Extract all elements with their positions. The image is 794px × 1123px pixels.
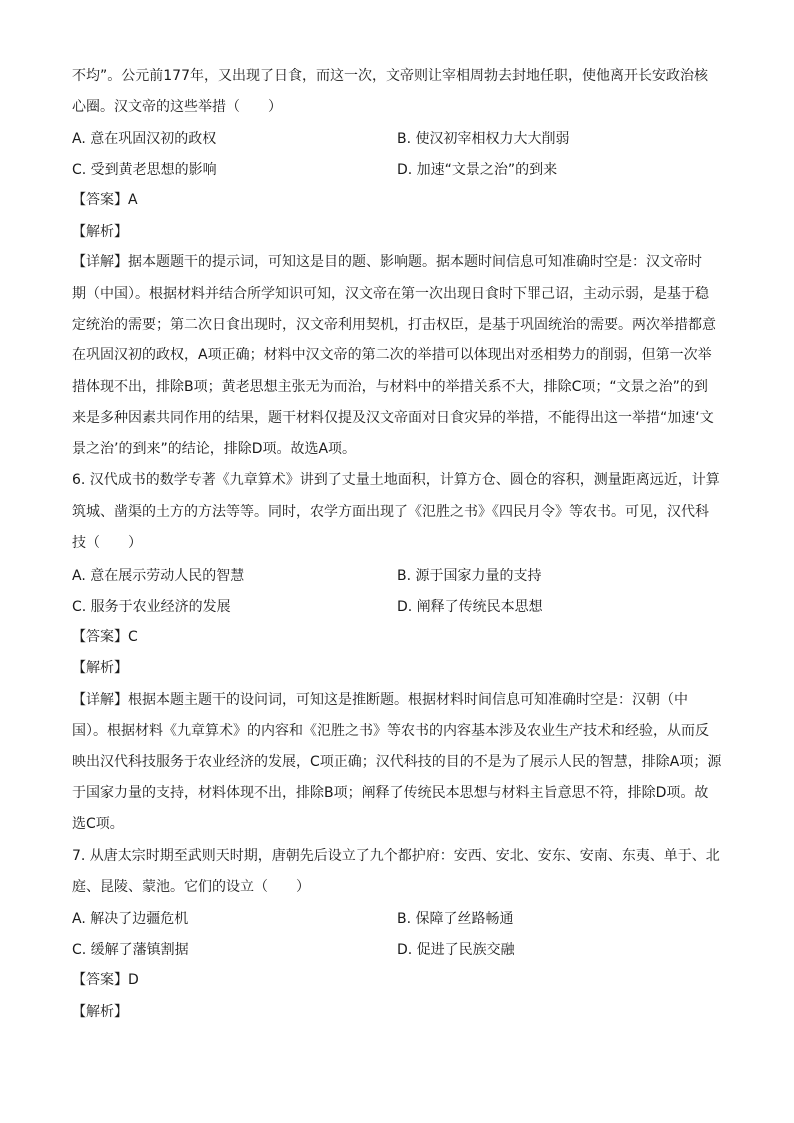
q7-stem-line-1: 7. 从唐太宗时期至武则天时期，唐朝先后设立了九个都护府：安西、安北、安东、安南、东夷、单于、北 (72, 848, 720, 864)
q6-option-b: B. 源于国家力量的支持 (397, 568, 542, 584)
q7-option-c: C. 缓解了藩镇割据 (72, 942, 189, 958)
q5-detail-line-4: 在巩固汉初的政权，A项正确；材料中汉文帝的第二次的举措可以体现出对丞相势力的削弱，但第一次举 (72, 347, 712, 363)
q7-option-b: B. 保障了丝路畅通 (397, 911, 514, 927)
q5-answer: 【答案】A (72, 192, 138, 208)
q7-answer: 【答案】D (72, 972, 139, 988)
q6-stem-line-1: 6. 汉代成书的数学专著《九章算术》讲到了丈量土地面积，计算方仓、圆仓的容积，测量距离远近，计算 (72, 472, 720, 488)
q6-stem-line-2: 筑城、凿渠的土方的方法等等。同时，农学方面出现了《氾胜之书》《四民月令》等农书。可见，汉代科 (72, 504, 709, 520)
q6-option-d: D. 阐释了传统民本思想 (397, 599, 543, 615)
q5-stem-line-2: 心圈。汉文帝的这些举措（ ） (72, 99, 282, 115)
q6-detail-line-1: 【详解】根据本题主题干的设问词，可知这是推断题。根据材料时间信息可知准确时空是：汉朝（中 (72, 692, 688, 708)
q5-option-d: D. 加速“文景之治”的到来 (397, 162, 558, 178)
q5-detail-line-3: 定统治的需要；第二次日食出现时，汉文帝利用契机，打击权臣，是基于巩固统治的需要。两次举措都意 (72, 317, 716, 333)
q6-detail-line-5: 选C项。 (72, 816, 124, 832)
q5-option-b: B. 使汉初宰相权力大大削弱 (397, 131, 570, 147)
q7-option-a: A. 解决了边疆危机 (72, 911, 189, 927)
q6-detail-line-3: 映出汉代科技服务于农业经济的发展，C项正确；汉代科技的目的不是为了展示人民的智慧，排除A项；源 (72, 754, 722, 770)
q6-answer: 【答案】C (72, 629, 138, 645)
q5-detail-line-5: 措体现不出，排除B项；黄老思想主张无为而治，与材料中的举措关系不大，排除C项；“文景之治”的到 (72, 379, 708, 395)
q5-detail-line-2: 期（中国）。根据材料并结合所学知识可知，汉文帝在第一次出现日食时下罪己诏，主动示弱，是基于稳 (72, 286, 709, 302)
q5-option-c: C. 受到黄老思想的影响 (72, 162, 217, 178)
q5-detail-line-7: 景之治’的到来”的结论，排除D项。故选A项。 (72, 441, 357, 457)
q6-option-a: A. 意在展示劳动人民的智慧 (72, 568, 245, 584)
q7-analysis-label: 【解析】 (72, 1004, 128, 1020)
q6-analysis-label: 【解析】 (72, 660, 128, 676)
q5-detail-line-6: 来是多种因素共同作用的结果，题干材料仅提及汉文帝面对日食灾异的举措，不能得出这一举措“加速‘文 (72, 410, 714, 426)
q5-detail-line-1: 【详解】据本题题干的提示词，可知这是目的题、影响题。据本题时间信息可知准确时空是：汉文帝时 (72, 254, 702, 270)
q5-analysis-label: 【解析】 (72, 224, 128, 240)
q5-option-a: A. 意在巩固汉初的政权 (72, 131, 217, 147)
q6-option-c: C. 服务于农业经济的发展 (72, 599, 231, 615)
q5-stem-line-1: 不均”。公元前177年，又出现了日食，而这一次，文帝则让宰相周勃去封地任职，使他离开长安政治核 (72, 68, 708, 84)
q6-stem-line-3: 技（ ） (72, 535, 142, 551)
q6-detail-line-2: 国）。根据材料《九章算术》的内容和《氾胜之书》等农书的内容基本涉及农业生产技术和经验，从而反 (72, 723, 709, 739)
q6-detail-line-4: 于国家力量的支持，材料体现不出，排除B项；阐释了传统民本思想与材料主旨意思不符，排除D项。故 (72, 785, 709, 801)
q7-option-d: D. 促进了民族交融 (397, 942, 515, 958)
q7-stem-line-2: 庭、昆陵、蒙池。它们的设立（ ） (72, 879, 310, 895)
